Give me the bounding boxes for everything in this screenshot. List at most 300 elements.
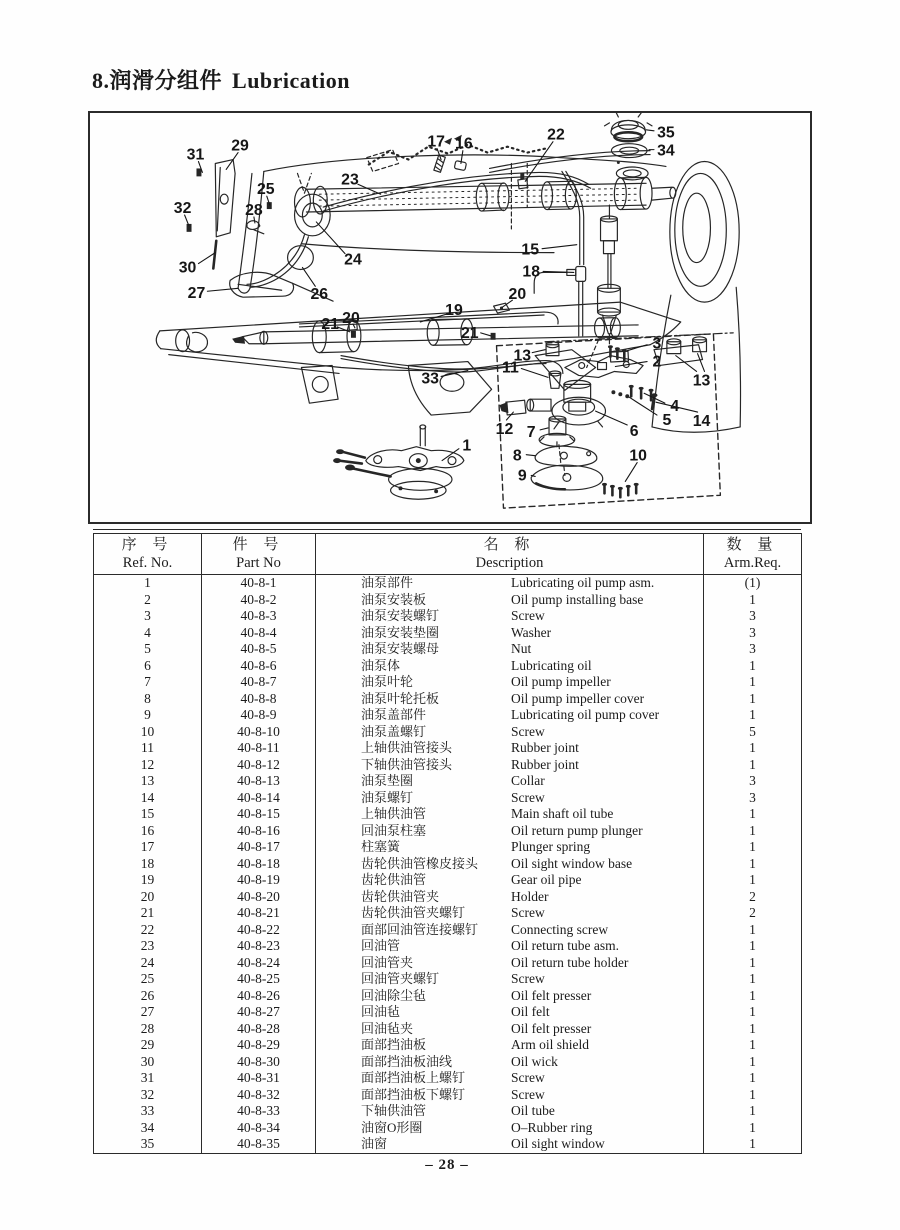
description-cell (316, 1103, 704, 1120)
qty-cell: 3 (704, 625, 802, 642)
callout-leader-line (526, 455, 535, 456)
description-zh: 油泵垫圈 (361, 773, 414, 788)
description-cell (316, 691, 704, 708)
ref-no-cell: 30 (94, 1054, 202, 1071)
column-header-en: Arm.Req. (723, 555, 782, 571)
description-zh: 面部回油管连接螺钉 (361, 921, 479, 937)
description-zh: 齿轮供油管夹 (361, 888, 440, 904)
description-cell (316, 889, 704, 906)
table-row (94, 1054, 802, 1071)
description-en: Oil wick (511, 1053, 558, 1069)
part-no-cell: 40-8-18 (202, 856, 316, 873)
ref-no-cell: 34 (94, 1120, 202, 1137)
description-en: Oil return tube holder (511, 954, 629, 970)
description-cell (316, 955, 704, 972)
qty-cell: 1 (704, 658, 802, 675)
description-cell (316, 839, 704, 856)
description-en: Arm oil shield (511, 1037, 589, 1052)
description-en: Lubricating oil (511, 657, 592, 673)
part-no-cell: 40-8-24 (202, 955, 316, 972)
description-en: Screw (511, 1086, 545, 1102)
ref-no-cell: 18 (94, 856, 202, 873)
description-en: Holder (511, 888, 549, 904)
callout-number-35: 35 (657, 124, 675, 142)
description-cell (316, 740, 704, 757)
description-cell (316, 1004, 704, 1021)
table-row (94, 740, 802, 757)
description-zh: 油窗 (361, 1136, 388, 1151)
ref-no-cell: 31 (94, 1070, 202, 1087)
description-zh: 油泵部件 (361, 575, 414, 590)
ref-no-cell: 25 (94, 971, 202, 988)
ref-no-cell: 10 (94, 724, 202, 741)
description-cell (316, 872, 704, 889)
description-zh: 齿轮供油管夹螺钉 (361, 905, 466, 920)
column-header (94, 534, 202, 575)
description-en: Plunger spring (511, 839, 591, 854)
qty-cell: 1 (704, 938, 802, 955)
part-no-cell: 40-8-34 (202, 1120, 316, 1137)
oil-pump-assembly-figure (333, 425, 464, 499)
part-no-cell: 40-8-4 (202, 625, 316, 642)
table-row (94, 707, 802, 724)
parts-table-header-row (94, 534, 802, 575)
description-cell (316, 988, 704, 1005)
description-cell (316, 757, 704, 774)
part-no-cell: 40-8-25 (202, 971, 316, 988)
callout-number-27: 27 (187, 285, 206, 303)
description-cell (316, 575, 704, 592)
table-row (94, 988, 802, 1005)
callout-number-10: 10 (629, 447, 647, 465)
callout-number-26: 26 (310, 286, 329, 304)
description-cell (316, 625, 704, 642)
qty-cell: 2 (704, 905, 802, 922)
callout-number-34: 34 (657, 142, 675, 160)
parts-table-wrapper (93, 529, 801, 1154)
description-en: Oil pump impeller (511, 674, 611, 689)
description-zh: 油泵叶轮托板 (361, 690, 440, 706)
qty-cell: 1 (704, 872, 802, 889)
ref-no-cell: 29 (94, 1037, 202, 1054)
callout-number-24: 24 (344, 251, 362, 269)
callout-number-22: 22 (547, 126, 565, 144)
qty-cell: 1 (704, 1054, 802, 1071)
description-en: Oil felt presser (511, 987, 592, 1003)
description-zh: 上轴供油管 (361, 806, 427, 821)
callout-number-28: 28 (245, 202, 263, 220)
part-no-cell: 40-8-2 (202, 592, 316, 609)
callout-number-32: 32 (173, 200, 192, 218)
table-row (94, 790, 802, 807)
ref-no-cell: 16 (94, 823, 202, 840)
table-row (94, 608, 802, 625)
qty-cell: 3 (704, 790, 802, 807)
description-zh: 油泵安装螺钉 (361, 608, 440, 623)
callout-number-11: 11 (502, 359, 519, 377)
qty-cell: 3 (704, 641, 802, 658)
part-no-cell: 40-8-13 (202, 773, 316, 790)
column-header-zh: 数 量 (726, 537, 779, 553)
description-en: Oil felt presser (511, 1020, 592, 1036)
qty-cell: 1 (704, 1136, 802, 1153)
ref-no-cell: 12 (94, 757, 202, 774)
description-en: Screw (511, 905, 545, 920)
qty-cell: 1 (704, 955, 802, 972)
description-en: Oil tube (511, 1103, 555, 1118)
part-no-cell: 40-8-3 (202, 608, 316, 625)
table-row (94, 658, 802, 675)
parts-table-header (94, 534, 802, 575)
table-row (94, 757, 802, 774)
qty-cell: 1 (704, 592, 802, 609)
qty-cell: 1 (704, 839, 802, 856)
description-zh: 油泵安装垫圈 (361, 624, 440, 640)
callout-leader-line (646, 130, 654, 131)
part-no-cell: 40-8-9 (202, 707, 316, 724)
callout-leader-line (596, 411, 628, 425)
ref-no-cell: 32 (94, 1087, 202, 1104)
table-row (94, 641, 802, 658)
column-header-zh: 序 号 (121, 537, 174, 553)
description-zh: 下轴供油管 (361, 1103, 427, 1118)
qty-cell: 1 (704, 971, 802, 988)
table-row (94, 1004, 802, 1021)
ref-no-cell: 2 (94, 592, 202, 609)
column-header-en: Ref. No. (122, 555, 173, 571)
ref-no-cell: 13 (94, 773, 202, 790)
callout-leader-line (627, 345, 647, 351)
qty-cell: 1 (704, 1070, 802, 1087)
callout-number-33: 33 (421, 370, 439, 388)
column-header-en: Description (475, 555, 544, 571)
callout-number-1: 1 (462, 437, 472, 455)
part-no-cell: 40-8-5 (202, 641, 316, 658)
table-row (94, 1087, 802, 1104)
description-zh: 柱塞簧 (361, 839, 401, 854)
qty-cell: 1 (704, 1103, 802, 1120)
description-zh: 回油管夹螺钉 (361, 971, 440, 986)
description-cell (316, 707, 704, 724)
callout-number-30: 30 (178, 259, 197, 277)
description-en: Screw (511, 1070, 545, 1085)
description-en: Rubber joint (511, 756, 579, 772)
callout-number-3: 3 (652, 335, 662, 353)
qty-cell: 1 (704, 823, 802, 840)
table-row (94, 1070, 802, 1087)
table-row (94, 889, 802, 906)
callout-leader-line (358, 184, 381, 194)
description-zh: 回油管 (361, 938, 401, 953)
table-row (94, 955, 802, 972)
callout-number-12: 12 (495, 420, 514, 438)
description-cell (316, 674, 704, 691)
callout-number-7: 7 (526, 423, 536, 441)
description-cell (316, 806, 704, 823)
page-title (92, 64, 350, 95)
description-cell (316, 905, 704, 922)
table-row (94, 1136, 802, 1153)
part-no-cell: 40-8-32 (202, 1087, 316, 1104)
page-number: – 28 – (425, 1157, 469, 1173)
description-zh: 油泵盖螺钉 (361, 723, 427, 739)
ref-no-cell: 8 (94, 691, 202, 708)
callout-number-4: 4 (670, 398, 680, 416)
part-no-cell: 40-8-6 (202, 658, 316, 675)
callout-leader-line (540, 428, 548, 430)
qty-cell: 5 (704, 724, 802, 741)
description-cell (316, 1054, 704, 1071)
description-cell (316, 790, 704, 807)
description-zh: 回油泵柱塞 (361, 822, 427, 838)
part-no-cell: 40-8-17 (202, 839, 316, 856)
description-cell (316, 724, 704, 741)
description-zh: 回油管夹 (361, 954, 414, 970)
column-header-zh: 件 号 (232, 537, 285, 553)
qty-cell: 1 (704, 988, 802, 1005)
callout-leader-line (676, 356, 697, 372)
qty-cell: 1 (704, 757, 802, 774)
callout-leader-line (316, 222, 345, 254)
callout-number-25: 25 (256, 181, 275, 199)
table-row (94, 872, 802, 889)
description-en: Oil sight window (511, 1136, 605, 1151)
description-zh: 油泵盖部件 (361, 707, 427, 722)
callout-number-9: 9 (517, 467, 527, 485)
qty-cell: 1 (704, 806, 802, 823)
callout-number-20: 20 (342, 309, 360, 327)
qty-cell: 1 (704, 1021, 802, 1038)
description-cell (316, 773, 704, 790)
part-no-cell: 40-8-26 (202, 988, 316, 1005)
callout-layer (174, 125, 711, 485)
table-row (94, 971, 802, 988)
qty-cell: 1 (704, 707, 802, 724)
callout-leader-line (302, 267, 315, 286)
table-row (94, 922, 802, 939)
description-cell (316, 1087, 704, 1104)
callout-leader-line (625, 463, 637, 482)
ref-no-cell: 20 (94, 889, 202, 906)
qty-cell: 1 (704, 922, 802, 939)
parts-table-body (94, 575, 802, 1154)
table-row (94, 1120, 802, 1137)
callout-number-21: 21 (461, 324, 479, 342)
table-row (94, 938, 802, 955)
description-en: Lubricating oil pump asm. (511, 575, 655, 590)
callout-leader-line (481, 333, 491, 336)
qty-cell: (1) (704, 575, 802, 592)
callout-number-18: 18 (522, 263, 541, 281)
description-cell (316, 592, 704, 609)
ref-no-cell: 28 (94, 1021, 202, 1038)
description-zh: 齿轮供油管橡皮接头 (361, 855, 479, 871)
description-zh: 面部挡油板上螺钉 (361, 1070, 466, 1085)
part-no-cell: 40-8-21 (202, 905, 316, 922)
description-cell (316, 856, 704, 873)
qty-cell: 1 (704, 1004, 802, 1021)
description-en: Washer (511, 624, 552, 640)
qty-cell: 1 (704, 740, 802, 757)
ref-no-cell: 17 (94, 839, 202, 856)
table-row (94, 1021, 802, 1038)
description-en: Oil pump impeller cover (511, 690, 645, 706)
part-no-cell: 40-8-16 (202, 823, 316, 840)
part-no-cell: 40-8-35 (202, 1136, 316, 1153)
ref-no-cell: 3 (94, 608, 202, 625)
callout-leader-line (521, 369, 548, 378)
description-en: Screw (511, 789, 545, 805)
table-row (94, 691, 802, 708)
description-zh: 油泵安装板 (361, 591, 427, 607)
ref-no-cell: 21 (94, 905, 202, 922)
ref-no-cell: 27 (94, 1004, 202, 1021)
lubrication-diagram-figure (88, 111, 812, 524)
ref-no-cell: 33 (94, 1103, 202, 1120)
description-zh: 油泵安装螺母 (361, 641, 440, 656)
description-zh: 回油毡 (361, 1004, 401, 1019)
part-no-cell: 40-8-14 (202, 790, 316, 807)
part-no-cell: 40-8-33 (202, 1103, 316, 1120)
qty-cell: 2 (704, 889, 802, 906)
qty-cell: 3 (704, 608, 802, 625)
part-no-cell: 40-8-19 (202, 872, 316, 889)
description-cell (316, 1070, 704, 1087)
part-no-cell: 40-8-22 (202, 922, 316, 939)
description-zh: 回油除尘毡 (361, 987, 427, 1003)
ref-no-cell: 6 (94, 658, 202, 675)
callout-number-15: 15 (521, 241, 540, 259)
description-cell (316, 922, 704, 939)
callout-number-16: 16 (455, 135, 473, 153)
callout-number-20: 20 (508, 286, 527, 304)
part-no-cell: 40-8-1 (202, 575, 316, 592)
description-en: Screw (511, 971, 545, 986)
description-zh: 油泵体 (361, 657, 401, 673)
description-cell (316, 823, 704, 840)
ref-no-cell: 1 (94, 575, 202, 592)
table-row (94, 1037, 802, 1054)
page-title-zh: 8.润滑分组件 (92, 68, 223, 93)
part-no-cell: 40-8-31 (202, 1070, 316, 1087)
callout-leader-line (542, 245, 577, 249)
part-no-cell: 40-8-10 (202, 724, 316, 741)
part-no-cell: 40-8-29 (202, 1037, 316, 1054)
part-no-cell: 40-8-23 (202, 938, 316, 955)
table-row (94, 575, 802, 592)
part-no-cell: 40-8-28 (202, 1021, 316, 1038)
table-row (94, 823, 802, 840)
part-no-cell: 40-8-30 (202, 1054, 316, 1071)
part-no-cell: 40-8-7 (202, 674, 316, 691)
ref-no-cell: 14 (94, 790, 202, 807)
table-row (94, 806, 802, 823)
ref-no-cell: 7 (94, 674, 202, 691)
ref-no-cell: 4 (94, 625, 202, 642)
callout-leader-line (207, 288, 238, 291)
page-title-en: Lubrication (232, 68, 350, 93)
table-row (94, 1103, 802, 1120)
description-en: Nut (511, 641, 532, 656)
description-cell (316, 1021, 704, 1038)
description-en: Main shaft oil tube (511, 806, 614, 821)
part-no-cell: 40-8-20 (202, 889, 316, 906)
callout-number-19: 19 (445, 302, 463, 320)
ref-no-cell: 23 (94, 938, 202, 955)
description-zh: 油窗O形圈 (361, 1119, 423, 1135)
qty-cell: 3 (704, 773, 802, 790)
part-no-cell: 40-8-27 (202, 1004, 316, 1021)
description-zh: 回油毡夹 (361, 1020, 414, 1036)
description-en: Oil return pump plunger (511, 822, 643, 838)
ref-no-cell: 24 (94, 955, 202, 972)
callout-leader-line (532, 350, 545, 353)
column-header (704, 534, 802, 575)
qty-cell: 1 (704, 1120, 802, 1137)
description-zh: 面部挡油板下螺钉 (361, 1086, 466, 1102)
callout-number-14: 14 (692, 412, 711, 430)
callout-number-13: 13 (513, 347, 532, 365)
part-no-cell: 40-8-8 (202, 691, 316, 708)
description-cell (316, 1136, 704, 1153)
description-zh: 齿轮供油管 (361, 872, 427, 887)
description-cell (316, 1120, 704, 1137)
description-zh: 下轴供油管接头 (361, 756, 453, 772)
callout-number-17: 17 (427, 133, 445, 151)
table-row (94, 773, 802, 790)
table-row (94, 856, 802, 873)
description-en: O–Rubber ring (511, 1119, 593, 1135)
callout-number-8: 8 (512, 447, 522, 465)
column-header-en: Part No (236, 555, 281, 571)
description-cell (316, 1037, 704, 1054)
callout-number-13: 13 (692, 372, 711, 390)
description-cell (316, 608, 704, 625)
description-en: Screw (511, 608, 545, 623)
callout-number-6: 6 (629, 422, 639, 440)
qty-cell: 1 (704, 1037, 802, 1054)
qty-cell: 1 (704, 1087, 802, 1104)
callout-number-5: 5 (662, 411, 672, 429)
parts-table (93, 533, 802, 1154)
callout-number-21: 21 (321, 315, 339, 333)
part-no-cell: 40-8-12 (202, 757, 316, 774)
table-row (94, 674, 802, 691)
column-header (202, 534, 316, 575)
description-en: Lubricating oil pump cover (511, 707, 660, 722)
ref-no-cell: 15 (94, 806, 202, 823)
ref-no-cell: 5 (94, 641, 202, 658)
callout-number-29: 29 (231, 137, 249, 155)
part-no-cell: 40-8-15 (202, 806, 316, 823)
ref-no-cell: 19 (94, 872, 202, 889)
description-zh: 面部挡油板油线 (361, 1053, 453, 1069)
description-en: Oil felt (511, 1004, 550, 1019)
qty-cell: 1 (704, 674, 802, 691)
table-row (94, 839, 802, 856)
qty-cell: 1 (704, 691, 802, 708)
description-en: Oil sight window base (511, 855, 633, 871)
callout-number-2: 2 (652, 353, 662, 371)
callout-number-23: 23 (341, 171, 359, 189)
description-cell (316, 658, 704, 675)
description-zh: 上轴供油管接头 (361, 740, 453, 755)
table-row (94, 625, 802, 642)
ref-no-cell: 9 (94, 707, 202, 724)
lubrication-diagram (90, 113, 810, 522)
description-en: Screw (511, 723, 545, 739)
table-row (94, 905, 802, 922)
